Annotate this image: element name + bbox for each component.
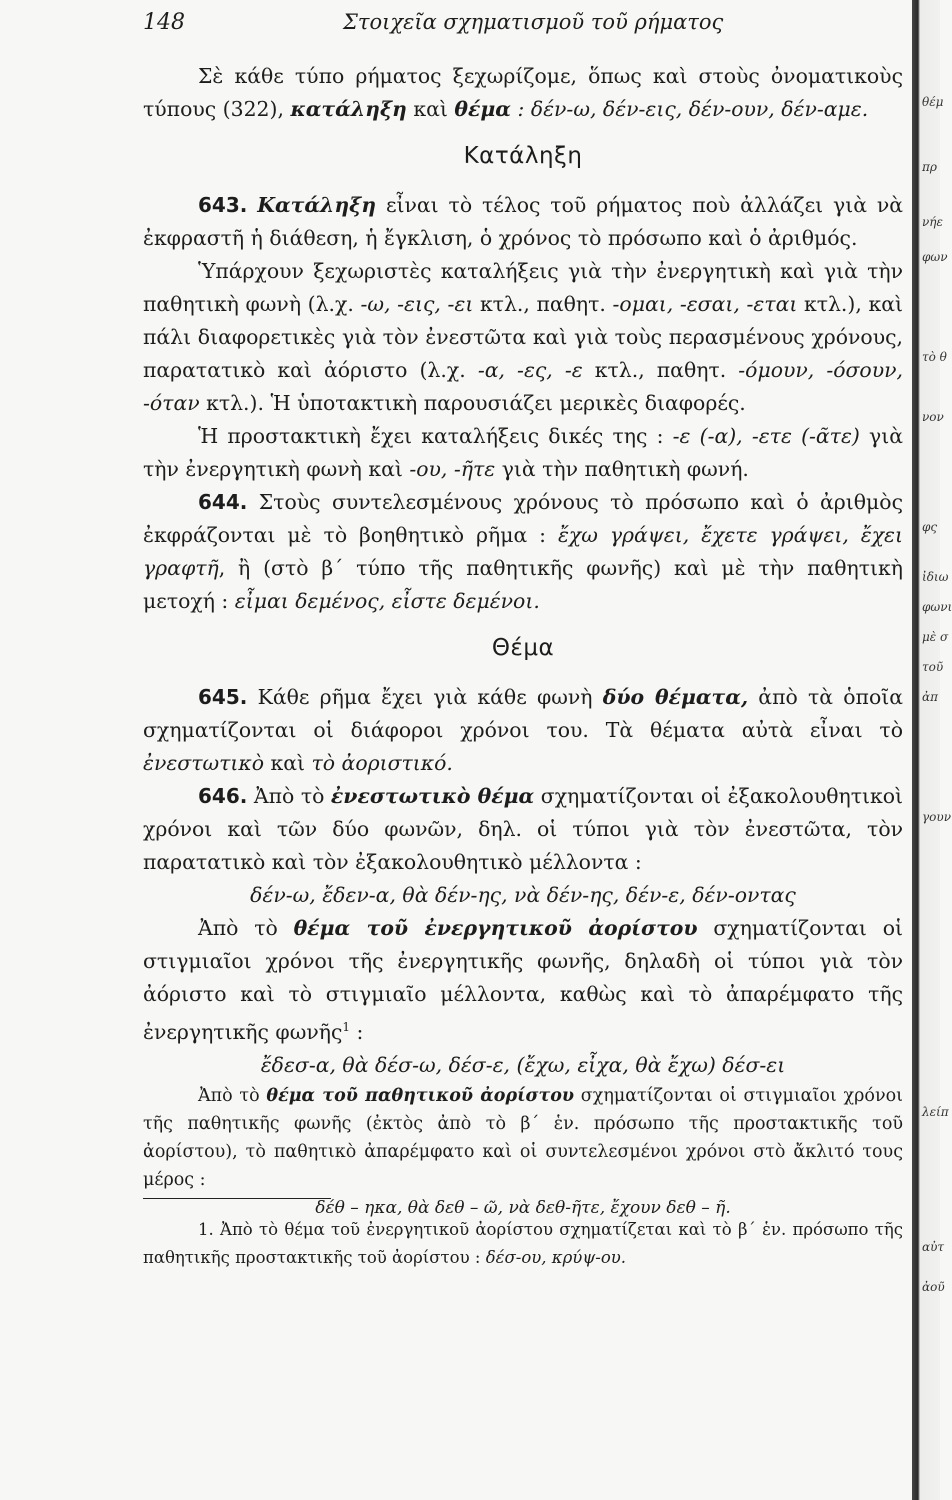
margin-fragment: πρ [922, 160, 937, 174]
margin-fragment: μὲ σ [922, 630, 949, 644]
margin-fragment: ἰδιω [922, 570, 949, 584]
footnote-ref: 1 [342, 1020, 351, 1034]
main-text [143, 60, 903, 1222]
paragraph-646-passive-aorist: Ἀπὸ τὸ θέμα τοῦ παθητικοῦ ἀορίστου σχηματίζονται οἱ στιγμιαῖοι χρόνοι τῆς παθητικῆς φωνῆς (ἐκτὸς ἀπὸ τὸ β΄ ἑν. πρόσωπο τῆς προστακτικῆς τοῦ ἀορίστου), τὸ παθητικὸ ἀπαρέμφατο καὶ οἱ συντελεσμένοι χρόνοι στὸ ἄκλιτό τους μέρος : [143, 1085, 903, 1190]
margin-fragment: φς [922, 520, 938, 534]
margin-fragment: τοῦ [922, 660, 944, 674]
margin-fragment: νον [922, 410, 944, 424]
margin-fragment: φων [922, 250, 948, 264]
footnote: 1. Ἀπὸ τὸ θέμα τοῦ ἐνεργητικοῦ ἀορίστου σχηματίζεται καὶ τὸ β΄ ἑν. πρόσωπο τῆς παθητικῆς προστακτικῆς τοῦ ἀορίστου : δέσ-ου, κρύψ-ου. [143, 1220, 903, 1267]
margin-fragment: νήε [922, 215, 943, 229]
margin-fragment: αὐτ [922, 1240, 945, 1254]
paragraph-number: 644. [198, 490, 248, 514]
example-line-active-aorist: ἔδεσ-α, θὰ δέσ-ω, δέσ-ε, (ἔχω, εἶχα, θὰ ἔχω) δέσ-ει [260, 1052, 786, 1077]
margin-fragment: φωνι [922, 600, 952, 614]
paragraph-646-active-aorist: Ἀπὸ τὸ θέμα τοῦ ἐνεργητικοῦ ἀορίστου σχηματίζονται οἱ στιγμιαῖοι χρόνοι τῆς ἐνεργητικῆς φωνῆς, δηλαδὴ οἱ τύποι γιὰ τὸν ἀόριστο καὶ τὸ στιγμιαῖο μέλλοντα, καθὼς καὶ τὸ ἀπαρέμφατο τῆς ἐνεργητικῆς φωνῆς$^1$ : [143, 916, 903, 1044]
paragraph-number: 645. [198, 685, 248, 709]
section-heading-stem: Θέμα [491, 635, 555, 661]
margin-fragment: ἀπ [922, 690, 938, 704]
margin-fragment: ἀοῦ [922, 1280, 945, 1294]
paragraph-643-endings: Ὑπάρχουν ξεχωριστὲς καταλήξεις γιὰ τὴν ἐνεργητικὴ καὶ γιὰ τὴν παθητικὴ φωνὴ (λ.χ. -ω, -εις, -ει κτλ., παθητ. -ομαι, -εσαι, -εται κτλ.), καὶ πάλι διαφορετικὲς γιὰ τὸν ἐνεστῶτα καὶ γιὰ τοὺς περασμένους χρόνους, παρατατικὸ καὶ ἀόριστο (λ.χ. -α, -ες, -ε κτλ., παθητ. -όμουν, -όσουν, -όταν κτλ.). Ἡ ὑποτακτικὴ παρουσιάζει μερικὲς διαφορές. [143, 259, 903, 415]
page-header [143, 10, 903, 40]
example-line-passive-aorist: δέθ – ηκα, θὰ δεθ – ῶ, νὰ δεθ-ῆτε, ἔχουν δεθ – ῆ. [315, 1197, 731, 1218]
intro-paragraph: Σὲ κάθε τύπο ρήματος ξεχωρίζομε, ὅπως καὶ στοὺς ὀνοματικοὺς τύπους (322), κατάληξη καὶ θέμα : δέν-ω, δέν-εις, δέν-ουν, δέν-αμε. [143, 64, 903, 121]
page-number: 148 [143, 10, 185, 35]
paragraph-number: 643. [198, 193, 248, 217]
margin-fragment: τὸ θ [922, 350, 947, 364]
example-line-present: δέν-ω, ἔδεν-α, θὰ δέν-ης, νὰ δέν-ης, δέν-ε, δέν-οντας [250, 883, 796, 907]
margin-fragment: θέμ [922, 95, 944, 109]
adjacent-page-edge [912, 0, 952, 1500]
term-stem: θέμα [454, 97, 511, 121]
small-print-block [143, 1082, 903, 1222]
section-heading-ending: Κατάληξη [463, 143, 583, 169]
margin-fragment: γουν [922, 810, 951, 824]
margin-fragment: λείπ [922, 1105, 949, 1119]
paragraph-646: 646. Ἀπὸ τὸ ἐνεστωτικὸ θέμα σχηματίζονται οἱ ἐξακολουθητικοὶ χρόνοι καὶ τῶν δύο φωνῶν, δηλ. οἱ τύποι γιὰ τὸν ἐνεστῶτα, τὸν παρατατικὸ καὶ τὸν ἐξακολουθητικὸ μέλλοντα : [143, 784, 903, 874]
term-ending: κατάληξη [290, 97, 407, 121]
paragraph-645: 645. Κάθε ρῆμα ἔχει γιὰ κάθε φωνὴ δύο θέματα, ἀπὸ τὰ ὁποῖα σχηματίζονται οἱ διάφοροι χρόνοι του. Τὰ θέματα αὐτὰ εἶναι τὸ ἐνεστωτικὸ καὶ τὸ ἀοριστικό. [143, 685, 903, 775]
footnote-rule [143, 1198, 331, 1199]
paragraph-643-imperative: Ἡ προστακτικὴ ἔχει καταλήξεις δικές της : -ε (-α), -ετε (-ᾶτε) γιὰ τὴν ἐνεργητικὴ φωνὴ καὶ -ου, -ῆτε γιὰ τὴν παθητικὴ φωνή. [143, 424, 903, 481]
running-title: Στοιχεῖα σχηματισμοῦ τοῦ ρήματος [343, 10, 724, 34]
paragraph-644: 644. Στοὺς συντελεσμένους χρόνους τὸ πρόσωπο καὶ ὁ ἀριθμὸς ἐκφράζονται μὲ τὸ βοηθητικὸ ρῆμα : ἔχω γράψει, ἔχετε γράψει, ἔχει γραφτῆ, ἢ (στὸ β΄ τύπο τῆς παθητικῆς φωνῆς) καὶ μὲ τὴν παθητικὴ μετοχή : εἶμαι δεμένος, εἶστε δεμένοι. [143, 490, 903, 613]
paragraph-number: 646. [198, 784, 248, 808]
paragraph-643: 643. Κατάληξη εἶναι τὸ τέλος τοῦ ρήματος ποὺ ἀλλάζει γιὰ νὰ ἐκφραστῆ ἡ διάθεση, ἡ ἔγκλιση, ὁ χρόνος τὸ πρόσωπο καὶ ὁ ἀριθμός. [143, 193, 903, 250]
